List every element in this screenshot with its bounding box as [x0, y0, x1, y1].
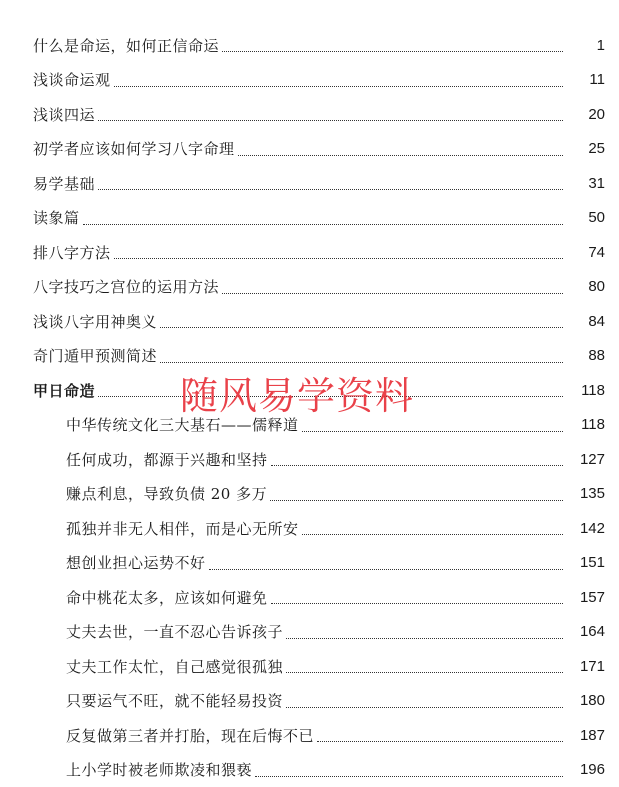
- toc-entry-title: 浅谈八字用神奥义: [33, 311, 160, 332]
- toc-entry[interactable]: [0, 442, 619, 477]
- toc-entry[interactable]: [0, 201, 619, 236]
- toc-entry-title: 想创业担心运势不好: [66, 552, 209, 573]
- toc-entry-title: 只要运气不旺，就不能轻易投资: [66, 690, 286, 711]
- toc-entry-title: 上小学时被老师欺凌和猥亵: [66, 759, 255, 780]
- dot-leader: [160, 326, 563, 328]
- dot-leader: [271, 464, 563, 466]
- toc-entry[interactable]: [0, 97, 619, 132]
- toc-entry-page-number: 88: [563, 347, 619, 364]
- toc-entry[interactable]: [0, 28, 619, 63]
- toc-entry-title: 丈夫去世，一直不忍心告诉孩子: [66, 621, 286, 642]
- toc-entry-page-number: 74: [563, 244, 619, 261]
- toc-entry-page-number: 171: [563, 658, 619, 675]
- toc-entry-title: 易学基础: [33, 173, 98, 194]
- toc-entry[interactable]: [0, 580, 619, 615]
- toc-entry[interactable]: [0, 684, 619, 719]
- toc-entry[interactable]: [0, 235, 619, 270]
- dot-leader: [114, 257, 563, 259]
- toc-entry-title: 任何成功，都源于兴趣和坚持: [66, 449, 271, 470]
- toc-entry-page-number: 20: [563, 106, 619, 123]
- toc-entry-page-number: 84: [563, 313, 619, 330]
- dot-leader: [286, 671, 563, 673]
- toc-entry-page-number: 127: [563, 451, 619, 468]
- dot-leader: [222, 292, 563, 294]
- toc-entry-page-number: 196: [563, 761, 619, 778]
- toc-entry[interactable]: [0, 546, 619, 581]
- toc-entry-page-number: 135: [563, 485, 619, 502]
- toc-entry-page-number: 157: [563, 589, 619, 606]
- toc-entry-title: 排八字方法: [33, 242, 114, 263]
- dot-leader: [98, 188, 563, 190]
- dot-leader: [286, 706, 563, 708]
- toc-entry[interactable]: [0, 477, 619, 512]
- dot-leader: [271, 602, 563, 604]
- toc-entry-title: 孤独并非无人相伴，而是心无所安: [66, 518, 302, 539]
- toc-entry[interactable]: [0, 753, 619, 787]
- toc-entry-page-number: 25: [563, 140, 619, 157]
- dot-leader: [209, 568, 563, 570]
- toc-entry-page-number: 164: [563, 623, 619, 640]
- toc-entry-title: 八字技巧之宫位的运用方法: [33, 276, 222, 297]
- toc-entry[interactable]: [0, 649, 619, 684]
- dot-leader: [160, 361, 563, 363]
- toc-entry-title: 读象篇: [33, 207, 83, 228]
- watermark: 随风易学资料: [180, 365, 414, 420]
- toc-entry-page-number: 50: [563, 209, 619, 226]
- toc-entry[interactable]: [0, 718, 619, 753]
- dot-leader: [286, 637, 563, 639]
- toc-entry[interactable]: [0, 63, 619, 98]
- toc-entry-title: 中华传统文化三大基石——儒释道: [66, 414, 302, 435]
- dot-leader: [238, 154, 563, 156]
- toc-entry-page-number: 142: [563, 520, 619, 537]
- toc-entry-page-number: 11: [563, 71, 619, 88]
- toc-entry-page-number: 151: [563, 554, 619, 571]
- toc-entry-title: 甲日命造: [33, 380, 98, 401]
- toc-entry-page-number: 80: [563, 278, 619, 295]
- toc-entry-title: 浅谈四运: [33, 104, 98, 125]
- toc-entry-title: 奇门遁甲预测简述: [33, 345, 160, 366]
- toc-entry[interactable]: [0, 615, 619, 650]
- toc-entry-title: 命中桃花太多，应该如何避免: [66, 587, 271, 608]
- dot-leader: [114, 85, 563, 87]
- dot-leader: [317, 740, 563, 742]
- dot-leader: [270, 499, 563, 501]
- dot-leader: [302, 533, 563, 535]
- toc-entry-page-number: 118: [563, 416, 619, 433]
- toc-entry-title: 丈夫工作太忙，自己感觉很孤独: [66, 656, 286, 677]
- toc-entry-title: 浅谈命运观: [33, 69, 114, 90]
- toc-entry-title: 初学者应该如何学习八字命理: [33, 138, 238, 159]
- toc-entry-page-number: 31: [563, 175, 619, 192]
- toc-entry[interactable]: [0, 132, 619, 167]
- toc-entry[interactable]: [0, 304, 619, 339]
- dot-leader: [83, 223, 563, 225]
- dot-leader: [302, 430, 563, 432]
- dot-leader: [222, 50, 563, 52]
- toc-entry-title: 反复做第三者并打胎，现在后悔不已: [66, 725, 317, 746]
- toc-entry[interactable]: [0, 166, 619, 201]
- toc-entry[interactable]: [0, 270, 619, 305]
- toc-entry-page-number: 1: [563, 37, 619, 54]
- dot-leader: [98, 119, 563, 121]
- toc-entry-page-number: 118: [563, 382, 619, 399]
- toc-entry[interactable]: [0, 511, 619, 546]
- toc-entry-page-number: 187: [563, 727, 619, 744]
- toc-entry-title: 什么是命运，如何正信命运: [33, 35, 222, 56]
- toc-entry-title: 赚点利息，导致负债 20 多万: [66, 483, 270, 504]
- toc-entry-page-number: 180: [563, 692, 619, 709]
